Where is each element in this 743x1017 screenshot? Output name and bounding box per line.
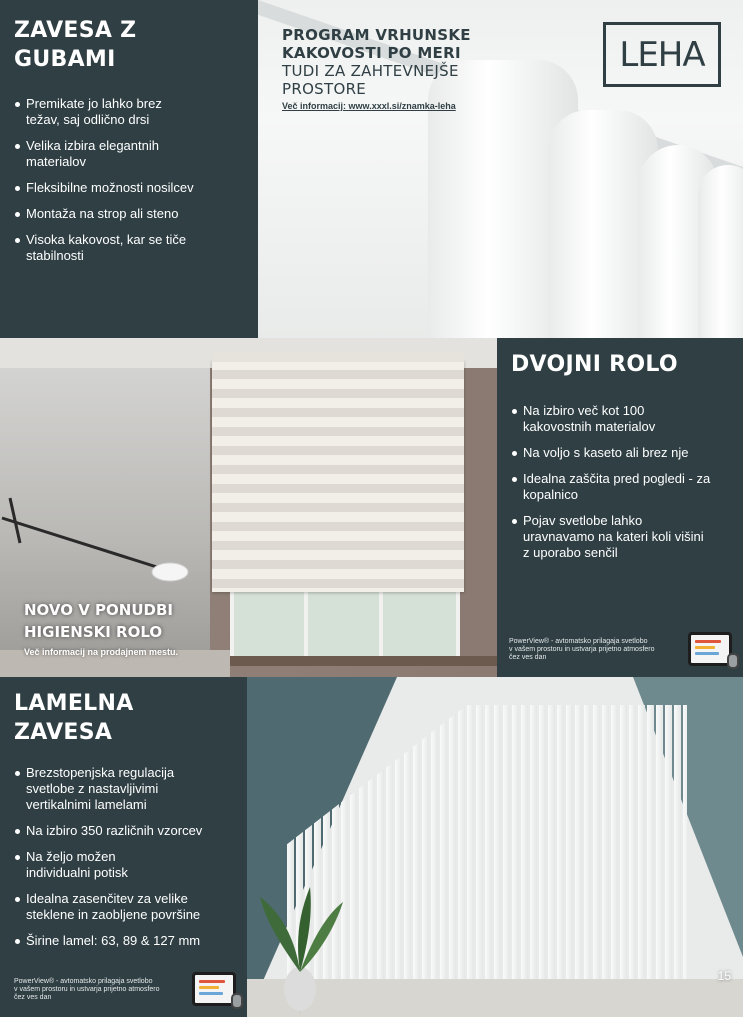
blind-slat [656,705,663,995]
heading-line: KAKOVOSTI PO MERI [282,44,461,62]
blind-slat [683,705,687,995]
more-info-label: Več informacij: [282,101,347,111]
feature-list [14,96,244,264]
feature-list [14,765,233,949]
blind-slat [404,705,411,995]
blind-stripe [212,427,464,436]
section-title-double-roller: DVOJNI ROLO [511,352,678,377]
powerview-note [14,978,189,1002]
list-item: Velika izbira elegantnih materialov [14,138,164,170]
vertical-blind-photo [247,677,743,1017]
blind-slat [647,705,654,995]
title-line: GUBAMI [14,47,116,72]
premium-program-heading [282,26,471,111]
blind-slat [485,705,492,995]
list-item: Na izbiro več kot 100 kakovostnih materialov [511,403,691,435]
double-roller-blind [212,360,464,592]
heading-line: PROSTORE [282,80,367,98]
blind-stripe [212,446,464,455]
window-sill [200,656,497,666]
powerview-line: čez ves dan [14,994,52,1001]
list-item: Širine lamel: 63, 89 & 127 mm [14,933,233,949]
list-item: Na željo možen individualni potisk [14,849,164,881]
blind-slat [602,705,609,995]
section-title-vertical-blind: LAMELNA ZAVESA [14,691,134,745]
leha-logo [603,22,721,87]
hygienic-roller-promo [24,599,178,657]
more-info-line [282,101,471,111]
blind-slat [449,705,456,995]
blind-slat [674,705,681,995]
list-item: Idealna zasenčitev za velike steklene in zaobljene površine [14,891,224,923]
list-item: Premikate jo lahko brez težav, saj odlično drsi [14,96,184,128]
blind-slat [548,705,555,995]
floor-lamp [0,488,200,588]
powerview-line: v vašem prostoru in ustvarja prijetno atmosfero [509,646,655,653]
curtain-fold [698,165,743,338]
list-item: Na voljo s kaseto ali brez nje [511,445,729,461]
powerview-note [509,638,684,662]
blind-slat [575,705,582,995]
blind-slat [584,705,591,995]
feature-list [511,403,729,561]
remote-control-icon [231,993,243,1009]
promo-subtext: Več informacij na prodajnem mestu. [24,647,179,657]
powerview-line: čez ves dan [509,654,547,661]
powerview-line: PowerView® - avtomatsko prilagaja svetlobo [14,978,153,985]
blind-stripe [212,465,464,474]
remote-control-icon [727,653,739,669]
powerview-tablet-icon [192,972,236,1006]
list-item: Visoka kakovost, kar se tiče stabilnosti [14,232,189,264]
list-item: Brezstopenjska regulacija svetlobe z nastavljivimi vertikalnimi lamelami [14,765,194,813]
promo-line: NOVO V PONUDBI [24,601,173,619]
blind-stripe [212,503,464,512]
page-number: 15 [717,969,731,983]
potted-plant [255,877,345,1017]
heading-line: TUDI ZA ZAHTEVNEJŠE [282,62,459,80]
blind-slat [413,705,420,995]
section-title-pleated-curtain [14,16,244,74]
blind-slat [431,705,438,995]
blind-slat [458,705,465,995]
blind-stripe [212,579,464,588]
list-item: Montaža na strop ali steno [14,206,244,222]
powerview-line: PowerView® - avtomatsko prilagaja svetlobo [509,638,648,645]
blind-slat [422,705,429,995]
powerview-line: v vašem prostoru in ustvarja prijetno atmosfero [14,986,160,993]
vertical-blind-panel [0,677,247,1017]
blind-slat [467,705,474,995]
list-item: Fleksibilne možnosti nosilcev [14,180,244,196]
blind-slat [665,705,672,995]
blind-slat [620,705,627,995]
blind-slat [539,705,546,995]
blind-stripe [212,484,464,493]
blind-slat [494,705,501,995]
blind-stripe [212,408,464,417]
blind-slat [530,705,537,995]
promo-line: HIGIENSKI ROLO [24,623,163,641]
blind-slat [440,705,447,995]
list-item: Pojav svetlobe lahko uravnavamo na kateri koli višini z uporabo senčil [511,513,706,561]
blind-slat [593,705,600,995]
blind-slat [503,705,510,995]
blind-slat [638,705,645,995]
pleated-curtain-panel [0,0,258,338]
leha-brand-link[interactable]: www.xxxl.si/znamka-leha [348,101,456,111]
blind-slat [476,705,483,995]
blind-slat [557,705,564,995]
logo-text: LEHA [619,34,705,75]
blind-stripe [212,370,464,379]
list-item: Idealna zaščita pred pogledi - za kopalnico [511,471,716,503]
double-roller-panel [497,338,743,677]
blind-stripe [212,522,464,531]
title-line: ZAVESA Z [14,18,137,43]
list-item: Na izbiro 350 različnih vzorcev [14,823,233,839]
blind-stripe [212,389,464,398]
blind-cassette [212,352,464,362]
blind-slat [629,705,636,995]
blind-slat [611,705,618,995]
blind-slat [566,705,573,995]
blind-stripe [212,560,464,569]
blind-slat [521,705,528,995]
blind-slat [512,705,519,995]
blind-stripe [212,541,464,550]
powerview-tablet-icon [688,632,732,666]
heading-line: PROGRAM VRHUNSKE [282,26,471,44]
